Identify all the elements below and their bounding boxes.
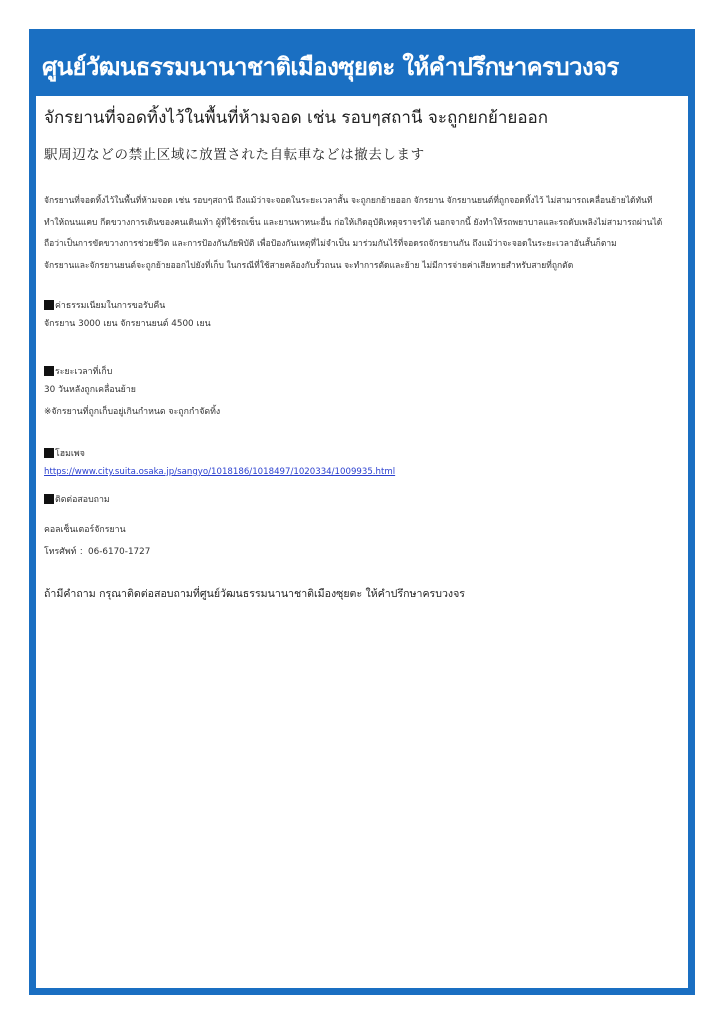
period-heading — [44, 363, 678, 379]
homepage-section — [44, 445, 678, 483]
homepage-heading-text: โฮมเพจ — [55, 449, 85, 459]
square-bullet-icon — [44, 494, 54, 504]
body-line: จักรยานและจักรยานยนต์จะถูกย้ายออกไปยังที่เก็บ ในกรณีที่ใช้สายคล้องกับรั้วถนน จะทำการตัดและย้าย ไม่มีการจ่ายค่าเสียหายสำหรับสายที่ถูกตัด — [44, 260, 574, 271]
period-section — [44, 363, 678, 423]
body-line: ทำให้ถนนแคบ กีดขวางการเดินของคนเดินเท้า ผู้ที่ใช้รถเข็น และยานพาหนะอื่น ก่อให้เกิดอุบัติเหตุจราจรได้ นอกจากนี้ ยังทำให้รถพยาบาลและรถดับเพลิงไม่สามารถผ่านได้ — [44, 217, 663, 228]
subtitle-japanese: 駅周辺などの禁止区域に放置された自転車などは撤去します — [44, 147, 425, 163]
fee-line: จักรยาน 3000 เยน จักรยานยนต์ 4500 เยน — [44, 319, 211, 329]
contact-heading — [44, 491, 678, 507]
subtitle-thai: จักรยานที่จอดทิ้งไว้ในพื้นที่ห้ามจอด เช่น รอบๆสถานี จะถูกยกย้ายออก — [44, 108, 549, 128]
period-heading-text: ระยะเวลาที่เก็บ — [55, 367, 113, 377]
period-note: ※จักรยานที่ถูกเก็บอยู่เกินกำหนด จะถูกกำจัดทิ้ง — [44, 407, 221, 417]
footer-note: ถ้ามีคำถาม กรุณาติดต่อสอบถามที่ศูนย์วัฒนธรรมนานาชาติเมืองซุยตะ ให้คำปรึกษาครบวงจร — [44, 588, 465, 600]
contact-section — [44, 491, 678, 563]
body-paragraph — [44, 191, 678, 277]
contact-heading-text: ติดต่อสอบถาม — [55, 495, 110, 505]
fee-heading-text: ค่าธรรมเนียมในการขอรับคืน — [55, 301, 166, 311]
homepage-link[interactable]: https://www.city.suita.osaka.jp/sangyo/1018186/1018497/1020334/1009935.html — [44, 467, 396, 477]
fee-heading — [44, 297, 678, 313]
page-frame — [29, 29, 695, 995]
square-bullet-icon — [44, 300, 54, 310]
square-bullet-icon — [44, 448, 54, 458]
content-area — [44, 96, 678, 602]
square-bullet-icon — [44, 366, 54, 376]
homepage-heading — [44, 445, 678, 461]
body-line: ถือว่าเป็นการขัดขวางการช่วยชีวิต และการป้องกันภัยพิบัติ เพื่อป้องกันเหตุที่ไม่จำเป็น มาร่วมกันไร้ที่จอดรถจักรยานกัน ถึงแม้ว่าจะจอดในระยะเวลาอันสั้นก็ตาม — [44, 239, 617, 249]
contact-name: คอลเซ็นเตอร์จักรยาน — [44, 525, 126, 535]
header-banner — [36, 36, 688, 96]
header-title: ศูนย์วัฒนธรรมนานาชาติเมืองซุยตะ ให้คำปรึกษาครบวงจร — [42, 52, 619, 81]
body-line: จักรยานที่จอดทิ้งไว้ในพื้นที่ห้ามจอด เช่น รอบๆสถานี ถึงแม้ว่าจะจอดในระยะเวลาสั้น จะถูกยกย้ายออก จักรยาน จักรยานยนต์ที่ถูกจอดทิ้งไว้ ไม่สามารถเคลื่อนย้ายได้ทันที — [44, 196, 653, 206]
fee-section — [44, 297, 678, 335]
period-line: 30 วันหลังถูกเคลื่อนย้าย — [44, 385, 136, 395]
contact-phone: โทรศัพท์ ：06-6170-1727 — [44, 547, 151, 557]
